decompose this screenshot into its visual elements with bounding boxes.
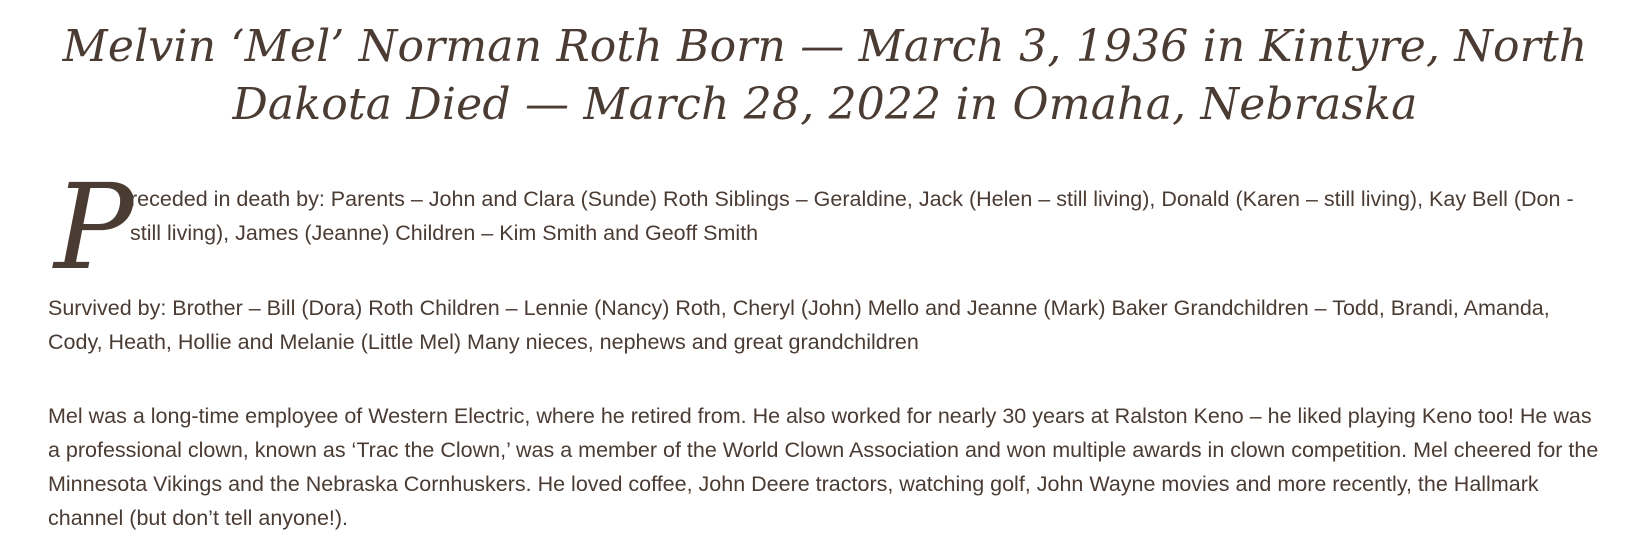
obituary-title: Melvin ‘Mel’ Norman Roth Born — March 3, 1936 in Kintyre, North Dakota Died — March 28, 2022 in Omaha, Nebraska (62, 21, 1588, 130)
biography-paragraph: Mel was a long-time employee of Western Electric, where he retired from. He also worked for nearly 30 years at Ralston Keno – he liked playing Keno too! He was a professional clown, known as ‘Trac the Clown,’ was a member of the World Clown Association and won multiple awards in clown competition. Mel cheered for the Minnesota Vikings and the Nebraska Cornhuskers. He loved coffee, John Deere tractors, watching golf, John Wayne movies and more recently, the Hallmark channel (but don’t tell anyone!). (48, 404, 1599, 530)
preceded-in-death-text: receded in death by: Parents – John and Clara (Sunde) Roth Siblings – Geraldine, Jack (Helen – still living), Donald (Karen – still living), Kay Bell (Don - still living), James (Jeanne) Children – Kim Smith and Geoff Smith (130, 187, 1574, 245)
survived-by-paragraph: Survived by: Brother – Bill (Dora) Roth Children – Lennie (Nancy) Roth, Cheryl (John) Mello and Jeanne (Mark) Baker Grandchildren – Todd, Brandi, Amanda, Cody, Heath, Hollie and Melanie (Little Mel) Many nieces, nephews and great grandchildren (48, 296, 1550, 354)
drop-cap-letter: P (54, 158, 134, 296)
preceded-in-death-paragraph (48, 182, 1602, 250)
